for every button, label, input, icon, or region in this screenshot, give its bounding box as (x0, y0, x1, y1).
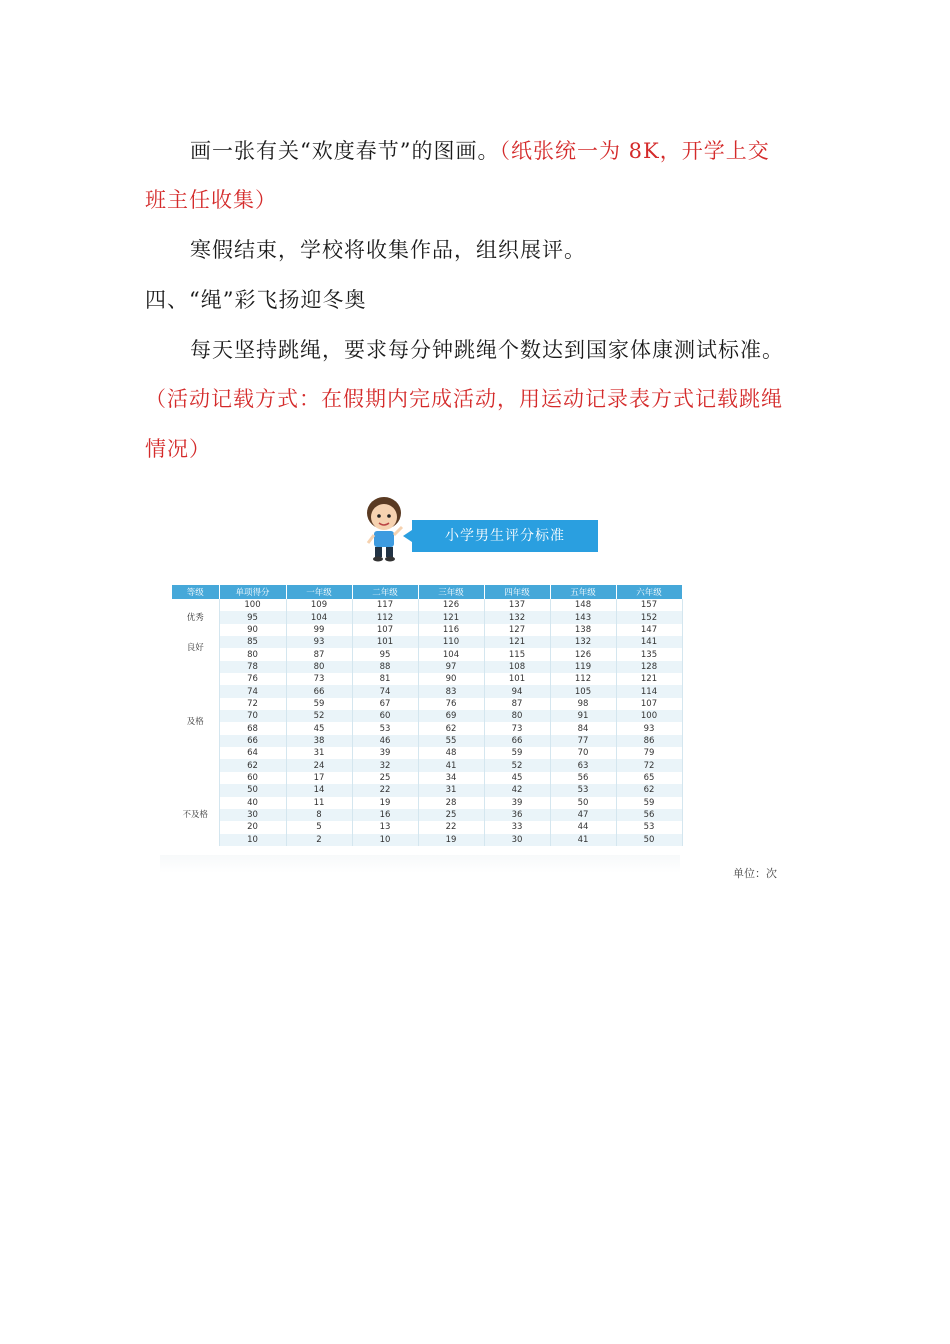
score-cell: 80 (219, 648, 286, 660)
count-cell: 119 (550, 661, 616, 673)
score-cell: 72 (219, 698, 286, 710)
header-grade-1: 一年级 (286, 585, 352, 599)
count-cell: 44 (550, 821, 616, 833)
table-row (172, 784, 682, 796)
count-cell: 97 (418, 661, 484, 673)
count-cell: 98 (550, 698, 616, 710)
count-cell: 104 (418, 648, 484, 660)
header-grade-3: 三年级 (418, 585, 484, 599)
count-cell: 137 (484, 599, 550, 611)
drawing-task-note-cont: 班主任收集） (145, 188, 277, 212)
drawing-task-note: （纸张统一为 8K，开学上交 (499, 139, 770, 163)
count-cell: 88 (352, 661, 418, 673)
count-cell: 79 (616, 747, 682, 759)
count-cell: 115 (484, 648, 550, 660)
scoring-standard-figure (160, 495, 810, 895)
count-cell: 56 (550, 772, 616, 784)
count-cell: 157 (616, 599, 682, 611)
score-cell: 66 (219, 735, 286, 747)
count-cell: 81 (352, 673, 418, 685)
count-cell: 19 (352, 797, 418, 809)
count-cell: 59 (484, 747, 550, 759)
grade-level-cell: 良好 (172, 636, 219, 661)
count-cell: 38 (286, 735, 352, 747)
table-header-row (172, 585, 682, 599)
count-cell: 76 (418, 698, 484, 710)
count-cell: 30 (484, 834, 550, 846)
count-cell: 34 (418, 772, 484, 784)
drawing-task-text: 画一张有关“欢度春节”的图画。 (190, 139, 500, 163)
count-cell: 143 (550, 611, 616, 623)
count-cell: 45 (484, 772, 550, 784)
grade-level-cell: 优秀 (172, 599, 219, 636)
table-row (172, 821, 682, 833)
count-cell: 19 (418, 834, 484, 846)
table-row (172, 673, 682, 685)
count-cell: 87 (286, 648, 352, 660)
count-cell: 53 (550, 784, 616, 796)
count-cell: 138 (550, 624, 616, 636)
count-cell: 105 (550, 685, 616, 697)
count-cell: 112 (352, 611, 418, 623)
count-cell: 24 (286, 759, 352, 771)
count-cell: 50 (616, 834, 682, 846)
count-cell: 5 (286, 821, 352, 833)
count-cell: 25 (352, 772, 418, 784)
paragraph-rope-skipping: 每天坚持跳绳，要求每分钟跳绳个数达到国家体康测试标准。 (190, 338, 784, 362)
count-cell: 77 (550, 735, 616, 747)
score-cell: 68 (219, 722, 286, 734)
count-cell: 28 (418, 797, 484, 809)
paragraph-exhibition: 寒假结束，学校将收集作品，组织展评。 (190, 238, 586, 262)
count-cell: 2 (286, 834, 352, 846)
count-cell: 112 (550, 673, 616, 685)
count-cell: 93 (286, 636, 352, 648)
count-cell: 66 (484, 735, 550, 747)
score-cell: 10 (219, 834, 286, 846)
count-cell: 65 (616, 772, 682, 784)
score-cell: 78 (219, 661, 286, 673)
count-cell: 141 (616, 636, 682, 648)
score-cell: 76 (219, 673, 286, 685)
count-cell: 59 (286, 698, 352, 710)
count-cell: 10 (352, 834, 418, 846)
count-cell: 36 (484, 809, 550, 821)
score-cell: 64 (219, 747, 286, 759)
count-cell: 94 (484, 685, 550, 697)
score-cell: 74 (219, 685, 286, 697)
count-cell: 116 (418, 624, 484, 636)
score-cell: 60 (219, 772, 286, 784)
table-row (172, 698, 682, 710)
count-cell: 47 (550, 809, 616, 821)
count-cell: 32 (352, 759, 418, 771)
count-cell: 84 (550, 722, 616, 734)
score-cell: 90 (219, 624, 286, 636)
count-cell: 90 (418, 673, 484, 685)
count-cell: 60 (352, 710, 418, 722)
table-row (172, 661, 682, 673)
score-cell: 70 (219, 710, 286, 722)
score-cell: 100 (219, 599, 286, 611)
count-cell: 53 (352, 722, 418, 734)
count-cell: 86 (616, 735, 682, 747)
count-cell: 31 (418, 784, 484, 796)
count-cell: 95 (352, 648, 418, 660)
count-cell: 59 (616, 797, 682, 809)
count-cell: 25 (418, 809, 484, 821)
count-cell: 108 (484, 661, 550, 673)
count-cell: 8 (286, 809, 352, 821)
count-cell: 80 (484, 710, 550, 722)
count-cell: 110 (418, 636, 484, 648)
count-cell: 42 (484, 784, 550, 796)
score-cell: 40 (219, 797, 286, 809)
table-shadow (160, 855, 680, 873)
count-cell: 48 (418, 747, 484, 759)
paragraph-drawing-task (190, 136, 770, 166)
count-cell: 62 (616, 784, 682, 796)
count-cell: 39 (352, 747, 418, 759)
table-row (172, 772, 682, 784)
count-cell: 50 (550, 797, 616, 809)
count-cell: 87 (484, 698, 550, 710)
table-row (172, 685, 682, 697)
rope-skipping-note-line2: 情况） (145, 437, 211, 461)
count-cell: 72 (616, 759, 682, 771)
score-cell: 95 (219, 611, 286, 623)
count-cell: 52 (484, 759, 550, 771)
table-row (172, 759, 682, 771)
count-cell: 39 (484, 797, 550, 809)
count-cell: 127 (484, 624, 550, 636)
table-row (172, 722, 682, 734)
count-cell: 66 (286, 685, 352, 697)
count-cell: 121 (616, 673, 682, 685)
count-cell: 126 (550, 648, 616, 660)
header-grade: 等级 (172, 585, 219, 599)
count-cell: 63 (550, 759, 616, 771)
header-grade-2: 二年级 (352, 585, 418, 599)
count-cell: 107 (616, 698, 682, 710)
count-cell: 148 (550, 599, 616, 611)
count-cell: 46 (352, 735, 418, 747)
score-cell: 20 (219, 821, 286, 833)
count-cell: 69 (418, 710, 484, 722)
count-cell: 56 (616, 809, 682, 821)
count-cell: 55 (418, 735, 484, 747)
grade-level-cell: 不及格 (172, 784, 219, 846)
score-cell: 30 (219, 809, 286, 821)
count-cell: 117 (352, 599, 418, 611)
count-cell: 132 (484, 611, 550, 623)
grade-level-cell: 及格 (172, 661, 219, 784)
rope-skipping-note-line1: （活动记载方式：在假期内完成活动，用运动记录表方式记载跳绳 (145, 387, 783, 411)
scoring-table (172, 585, 683, 846)
count-cell: 31 (286, 747, 352, 759)
header-score: 单项得分 (219, 585, 286, 599)
count-cell: 135 (616, 648, 682, 660)
count-cell: 147 (616, 624, 682, 636)
count-cell: 22 (352, 784, 418, 796)
count-cell: 121 (418, 611, 484, 623)
table-row (172, 735, 682, 747)
count-cell: 41 (550, 834, 616, 846)
count-cell: 107 (352, 624, 418, 636)
count-cell: 152 (616, 611, 682, 623)
count-cell: 73 (484, 722, 550, 734)
count-cell: 13 (352, 821, 418, 833)
header-grade-5: 五年级 (550, 585, 616, 599)
count-cell: 14 (286, 784, 352, 796)
count-cell: 45 (286, 722, 352, 734)
table-row (172, 797, 682, 809)
count-cell: 74 (352, 685, 418, 697)
count-cell: 99 (286, 624, 352, 636)
count-cell: 91 (550, 710, 616, 722)
count-cell: 93 (616, 722, 682, 734)
count-cell: 16 (352, 809, 418, 821)
count-cell: 121 (484, 636, 550, 648)
table-row (172, 710, 682, 722)
table-row (172, 648, 682, 660)
count-cell: 70 (550, 747, 616, 759)
count-cell: 41 (418, 759, 484, 771)
count-cell: 101 (484, 673, 550, 685)
count-cell: 100 (616, 710, 682, 722)
count-cell: 109 (286, 599, 352, 611)
header-grade-4: 四年级 (484, 585, 550, 599)
table-row (172, 636, 682, 648)
count-cell: 33 (484, 821, 550, 833)
count-cell: 53 (616, 821, 682, 833)
figure-title: 小学男生评分标准 (412, 520, 598, 552)
score-cell: 85 (219, 636, 286, 648)
unit-label: 单位：次 (733, 867, 777, 880)
count-cell: 114 (616, 685, 682, 697)
count-cell: 11 (286, 797, 352, 809)
count-cell: 126 (418, 599, 484, 611)
count-cell: 80 (286, 661, 352, 673)
section-heading-4: 四、“绳”彩飞扬迎冬奥 (145, 288, 367, 312)
count-cell: 101 (352, 636, 418, 648)
table-row (172, 624, 682, 636)
count-cell: 22 (418, 821, 484, 833)
count-cell: 62 (418, 722, 484, 734)
count-cell: 73 (286, 673, 352, 685)
count-cell: 104 (286, 611, 352, 623)
score-cell: 50 (219, 784, 286, 796)
header-grade-6: 六年级 (616, 585, 682, 599)
table-row (172, 834, 682, 846)
score-cell: 62 (219, 759, 286, 771)
table-row (172, 611, 682, 623)
table-row (172, 809, 682, 821)
table-row (172, 747, 682, 759)
table-row (172, 599, 682, 611)
count-cell: 132 (550, 636, 616, 648)
count-cell: 83 (418, 685, 484, 697)
count-cell: 17 (286, 772, 352, 784)
count-cell: 67 (352, 698, 418, 710)
count-cell: 52 (286, 710, 352, 722)
count-cell: 128 (616, 661, 682, 673)
